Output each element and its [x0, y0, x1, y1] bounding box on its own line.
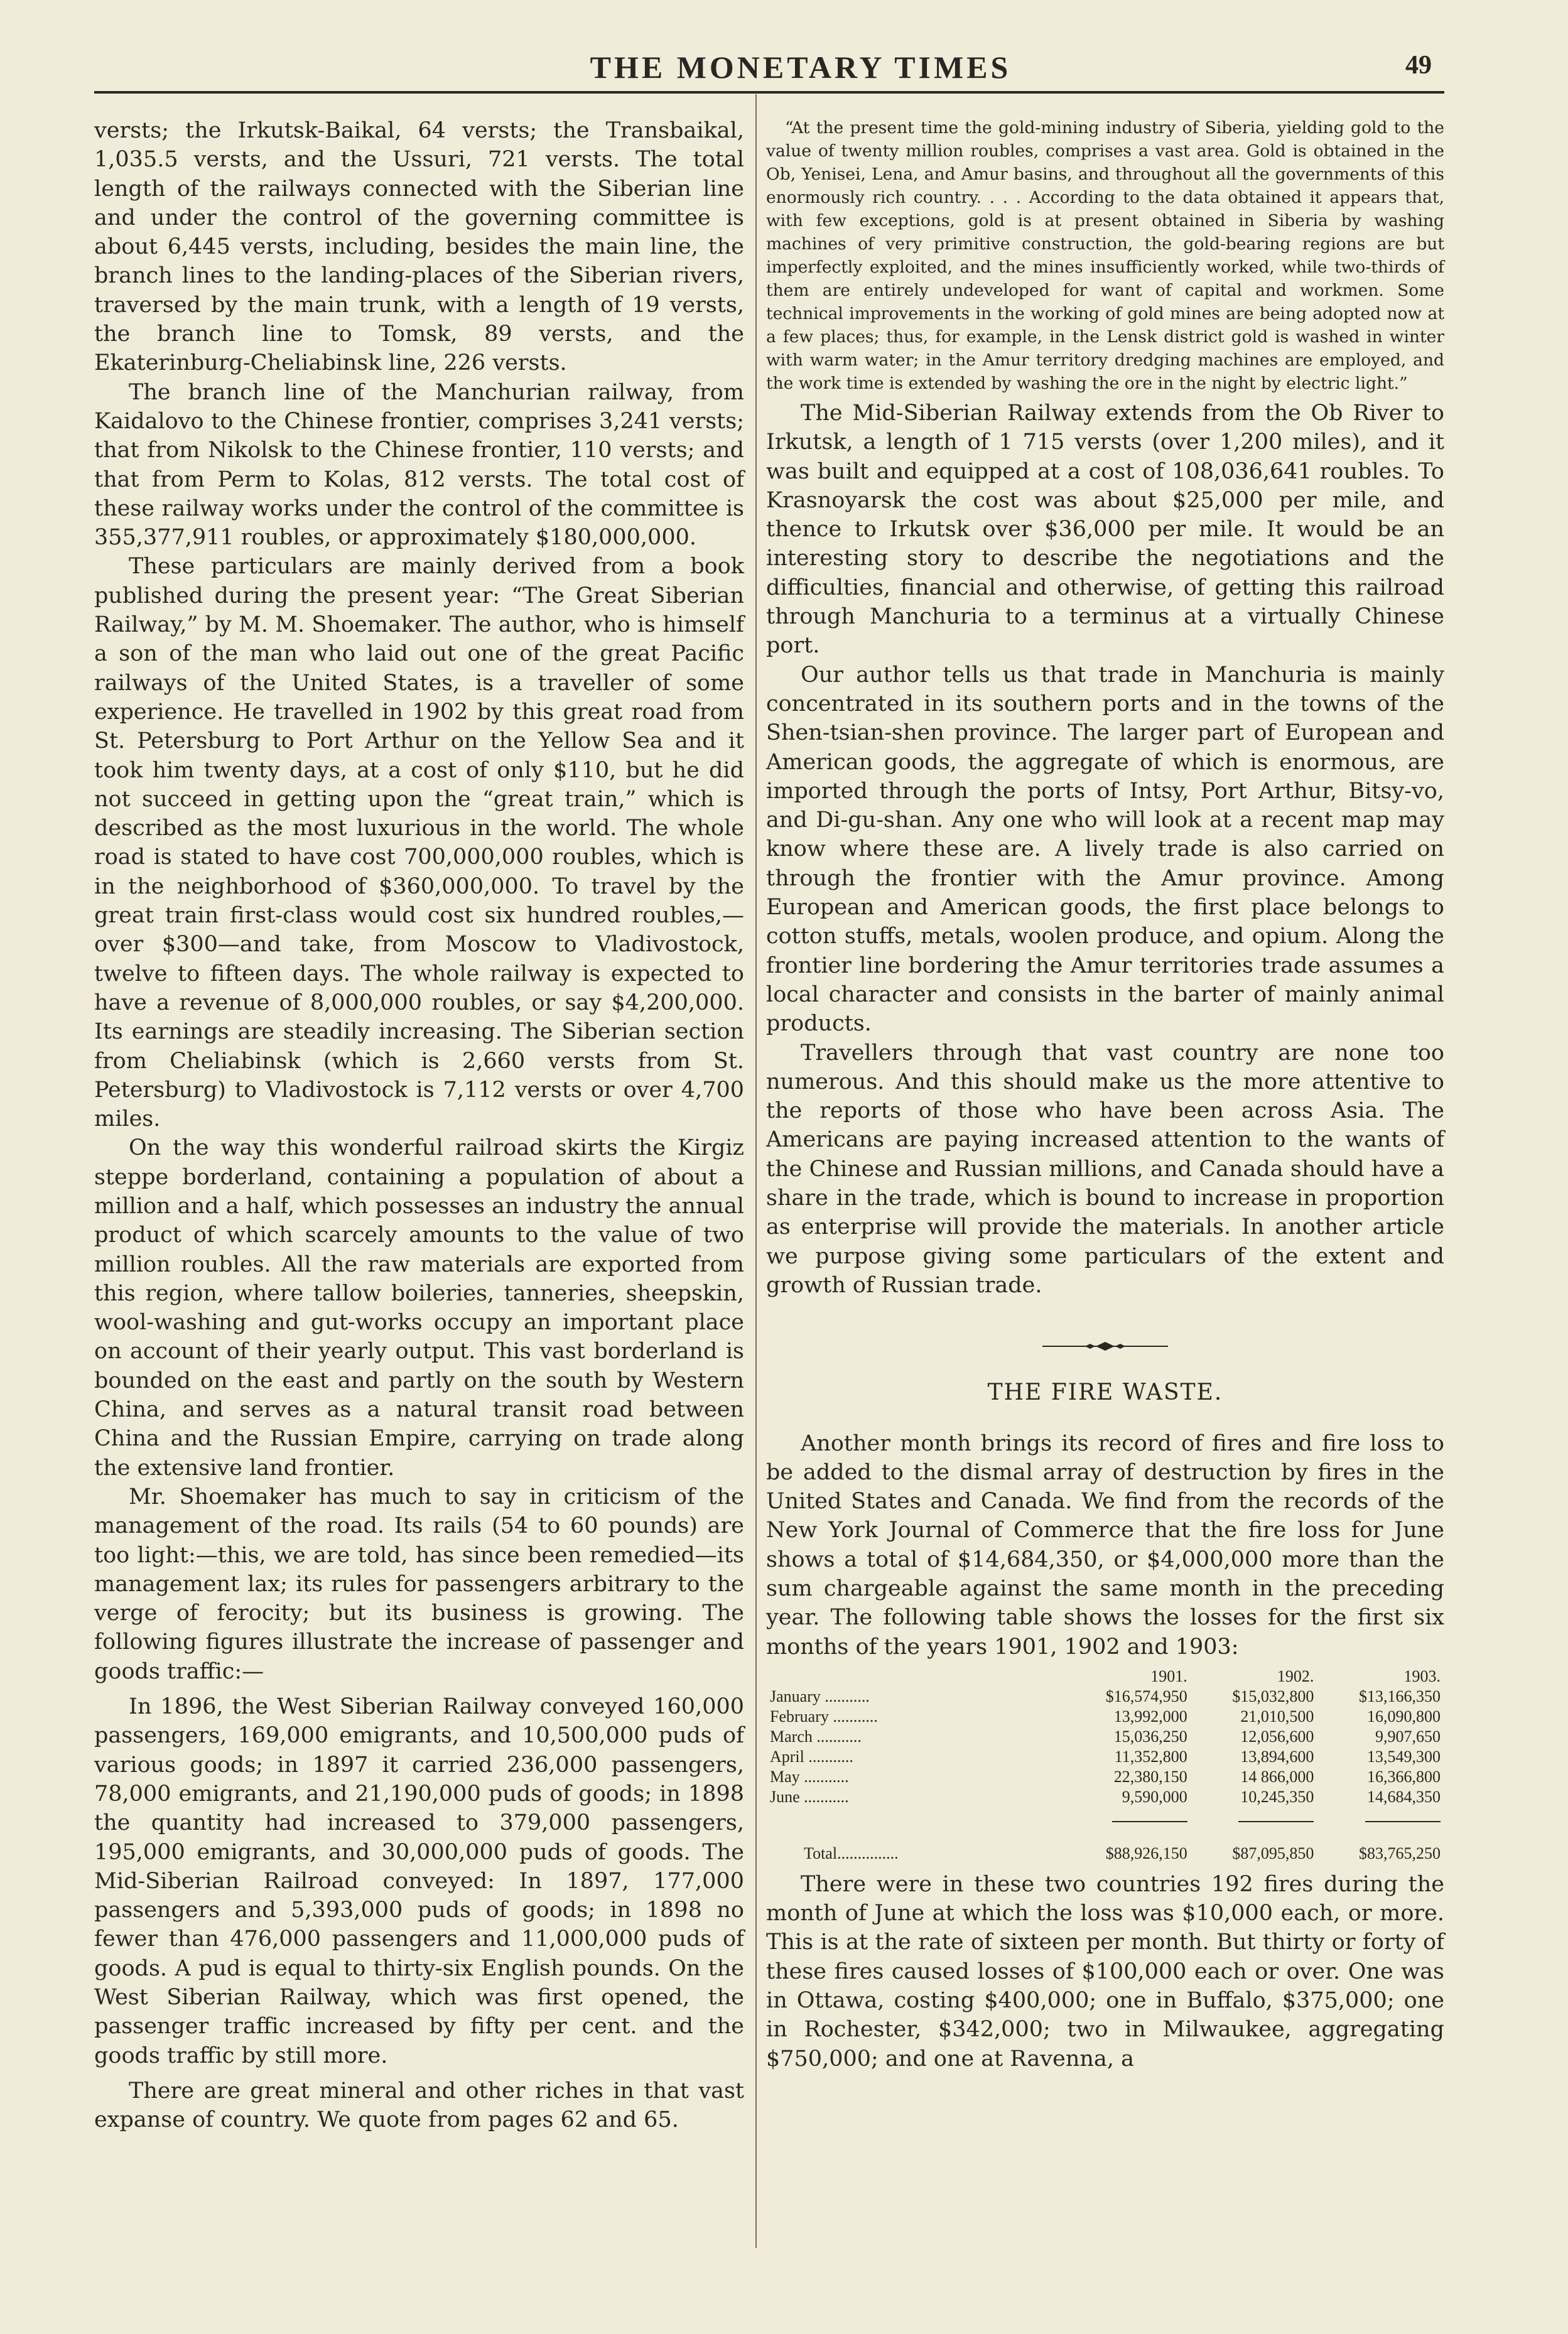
value-cell: $16,574,950 — [1105, 1687, 1187, 1705]
table-rule-row — [766, 1807, 1444, 1827]
table-header-blank — [766, 1667, 1064, 1687]
month-cell: May ........... — [770, 1767, 849, 1786]
ornament-divider — [766, 1334, 1444, 1359]
value-cell: 9,590,000 — [1122, 1787, 1187, 1806]
month-cell: January ........... — [770, 1687, 870, 1705]
column-divider — [755, 94, 757, 2248]
paragraph: The Mid-Siberian Railway extends from the Ob River to Irkutsk, a length of 1 715 versts (over 1,200 miles), and it was built and equipped at a cost of 108,036,641 roubles. To Krasnoyarsk the cost was about $25,000 per mile, and thence to Irkutsk over $36,000 per mile. It would be an interesting story to describe the negotiations and the difficulties, financial and otherwise, of getting this railroad through Manchuria to a terminus at a virtually Chinese port. — [766, 401, 1444, 659]
total-value-cell: $83,765,250 — [1359, 1844, 1441, 1862]
table-row — [766, 1707, 1444, 1727]
sum-rule — [1365, 1821, 1441, 1822]
right-column — [766, 116, 1444, 2073]
value-cell: 9,907,650 — [1375, 1727, 1441, 1746]
table-row — [766, 1747, 1444, 1767]
value-cell: 16,366,800 — [1367, 1767, 1441, 1786]
fire-loss-table — [766, 1667, 1444, 1864]
table-header-year: 1902. — [1277, 1667, 1314, 1685]
sum-rule — [1238, 1821, 1314, 1822]
value-cell: 16,090,800 — [1367, 1707, 1441, 1726]
paragraph: In 1896, the West Siberian Railway conveyed 160,000 passengers, 169,000 emigrants, and 10,500,000 puds of various goods; in 1897 it carried 236,000 passengers, 78,000 emigrants, and 21,190,000 puds of goods; in 1898 the quantity had increased to 379,000 passengers, 195,000 emigrants, and 30,000,000 puds of goods. The Mid-Siberian Railroad conveyed: In 1897, 177,000 passengers and 5,393,000 puds of goods; in 1898 no fewer than 476,000 passengers and 11,000,000 puds of goods. A pud is equal to thirty-six English pounds. On the West Siberian Railway, which was first opened, the passenger traffic increased by fifty per cent. and the goods traffic by still more. — [94, 1694, 744, 2068]
publication-title: THE MONETARY TIMES — [590, 50, 1012, 85]
month-cell: April ........... — [770, 1747, 853, 1766]
sum-rule — [1112, 1821, 1187, 1822]
value-cell: 14 866,000 — [1240, 1767, 1314, 1786]
table-header-year: 1901. — [1150, 1667, 1187, 1685]
paragraph: Travellers through that vast country are none too numerous. And this should make us the more attentive to the reports of those who have been across Asia. The Americans are paying increased attention to the wants of the Chinese and Russian millions, and Canada should have a share in the trade, which is bound to increase in proportion as enterprise will provide the materials. In another article we purpose giving some particulars of the extent and growth of Russian trade. — [766, 1040, 1444, 1298]
value-cell: 14,684,350 — [1367, 1787, 1441, 1806]
paragraph: On the way this wonderful railroad skirts the Kirgiz steppe borderland, containing a population of about a million and a half, which possesses an industry the annual product of which scarcely amounts to the value of two million roubles. All the raw materials are exported from this region, where tallow boileries, tanneries, sheepskin, wool-washing and gut-works occupy an important place on account of their yearly output. This vast borderland is bounded on the east and partly on the south by Western China, and serves as a natural transit road between China and the Russian Empire, carrying on trade along the extensive land frontier. — [94, 1135, 744, 1481]
page-number: 49 — [1405, 51, 1432, 80]
total-label-cell: Total............... — [804, 1844, 899, 1862]
table-row — [766, 1787, 1444, 1807]
left-column — [94, 116, 744, 2134]
table-row — [766, 1687, 1444, 1707]
value-cell: 22,380,150 — [1113, 1767, 1187, 1786]
value-cell: 10,245,350 — [1240, 1787, 1314, 1806]
month-cell: February ........... — [770, 1707, 878, 1726]
value-cell: 21,010,500 — [1240, 1707, 1314, 1726]
paragraph: versts; the Irkutsk-Baikal, 64 versts; the Transbaikal, 1,035.5 versts, and the Ussuri, 721 versts. The total length of the railways connected with the Siberian line and under the control of the governing committee is about 6,445 versts, including, besides the main line, the branch lines to the landing-places of the Siberian rivers, traversed by the main trunk, with a length of 19 versts, the branch line to Tomsk, 89 versts, and the Ekaterinburg-Cheliabinsk line, 226 versts. — [94, 118, 744, 376]
value-cell: 15,036,250 — [1113, 1727, 1187, 1746]
quote-text: “At the present time the gold-mining industry of Siberia, yielding gold to the value of twenty million roubles, comprises a vast area. Gold is obtained in the Ob, Yenisei, Lena, and Amur basins, and throughout all the governments of this enormously rich country. . . . According to the data obtained it appears that, with few exceptions, gold is at present obtained in Siberia by washing machines of very primitive construction, the gold-bearing regions are but imperfectly exploited, and the mines insufficiently worked, while two-thirds of them are entirely undeveloped for want of capital and workmen. Some technical improvements in the working of gold mines are being adopted now at a few places; thus, for example, in the Lensk district gold is washed in winter with warm water; in the Amur territory dredging machines are employed, and the work time is extended by washing the ore in the night by electric light.” — [766, 118, 1444, 393]
total-value-cell: $87,095,850 — [1232, 1844, 1314, 1862]
value-cell: 11,352,800 — [1114, 1747, 1187, 1766]
total-value-cell: $88,926,150 — [1105, 1844, 1187, 1862]
value-cell: 13,549,300 — [1367, 1747, 1441, 1766]
value-cell: 12,056,600 — [1240, 1727, 1314, 1746]
table-row — [766, 1767, 1444, 1787]
value-cell: $13,166,350 — [1359, 1687, 1441, 1705]
paragraph: Another month brings its record of fires and fire loss to be added to the dismal array of destruction by fires in the United States and Canada. We find from the records of the New York Journal of Commerce that the fire loss for June shows a total of $14,684,350, or $4,000,000 more than the sum chargeable against the same month in the preceding year. The following table shows the losses for the first six months of the years 1901, 1902 and 1903: — [766, 1430, 1444, 1660]
value-cell: 13,992,000 — [1113, 1707, 1187, 1726]
paragraph: There are great mineral and other riches in that vast expanse of country. We quote from pages 62 and 65. — [94, 2078, 744, 2133]
paragraph: Mr. Shoemaker has much to say in criticism of the management of the road. Its rails (54 to 60 pounds) are too light:—this, we are told, has since been remedied—its management lax; its rules for passengers arbitrary to the verge of ferocity; but its business is growing. The following figures illustrate the increase of passenger and goods traffic:— — [94, 1484, 744, 1684]
table-row — [766, 1727, 1444, 1747]
paragraph: The branch line of the Manchurian railway, from Kaidalovo to the Chinese frontier, comprises 3,241 versts; that from Nikolsk to the Chinese frontier, 110 versts; and that from Perm to Kolas, 812 versts. The total cost of these railway works under the control of the committee is 355,377,911 roubles, or approximately $180,000,000. — [94, 379, 744, 551]
section-title: THE FIRE WASTE. — [987, 1380, 1223, 1406]
table-header-row — [766, 1667, 1444, 1687]
paragraph: These particulars are mainly derived from a book published during the present year: “The Great Siberian Railway,” by M. M. Shoemaker. The author, who is himself a son of the man who laid out one of the great Pacific railways of the United States, is a traveller of some experience. He travelled in 1902 by this great road from St. Petersburg to Port Arthur on the Yellow Sea and it took him twenty days, at a cost of only $110, but he did not succeed in getting upon the “great train,” which is described as the most luxurious in the world. The whole road is stated to have cost 700,000,000 roubles, which is in the neighborhood of $360,000,000. To travel by the great train first-class would cost six hundred roubles,—over $300—and take, from Moscow to Vladivostock, twelve to fifteen days. The whole railway is expected to have a revenue of 8,000,000 roubles, or say $4,200,000. Its earnings are steadily increasing. The Siberian section from Cheliabinsk (which is 2,660 versts from St. Petersburg) to Vladivostock is 7,112 versts or over 4,700 miles. — [94, 554, 744, 1132]
table-total-row — [766, 1827, 1444, 1864]
value-cell: 13,894,600 — [1240, 1747, 1314, 1766]
paragraph: Our author tells us that trade in Manchuria is mainly concentrated in its southern ports and in the towns of the Shen-tsian-shen province. The larger part of European and American goods, the aggregate of which is enormous, are imported through the ports of Intsy, Port Arthur, Bitsy-vo, and Di-gu-shan. Any one who will look at a recent map may know where these are. A lively trade is also carried on through the frontier with the Amur province. Among European and American goods, the first place belongs to cotton stuffs, metals, woolen produce, and opium. Along the frontier line bordering the Amur territories trade assumes a local character and consists in the barter of mainly animal products. — [766, 662, 1444, 1037]
paragraph: There were in these two countries 192 fires during the month of June at which the loss was $10,000 each, or more. This is at the rate of sixteen per month. But thirty or forty of these fires caused losses of $100,000 each or over. One was in Ottawa, costing $400,000; one in Buffalo, $375,000; one in Rochester, $342,000; two in Milwaukee, aggregating $750,000; and one at Ravenna, a — [766, 1871, 1444, 2072]
value-cell: $15,032,800 — [1232, 1687, 1314, 1705]
block-quote — [766, 116, 1444, 395]
ornament-icon — [1036, 1337, 1174, 1356]
table-header-year: 1903. — [1403, 1667, 1441, 1685]
masthead — [94, 44, 1432, 88]
month-cell: June ........... — [770, 1787, 849, 1806]
header-rule — [94, 91, 1444, 94]
month-cell: March ........... — [770, 1727, 862, 1746]
